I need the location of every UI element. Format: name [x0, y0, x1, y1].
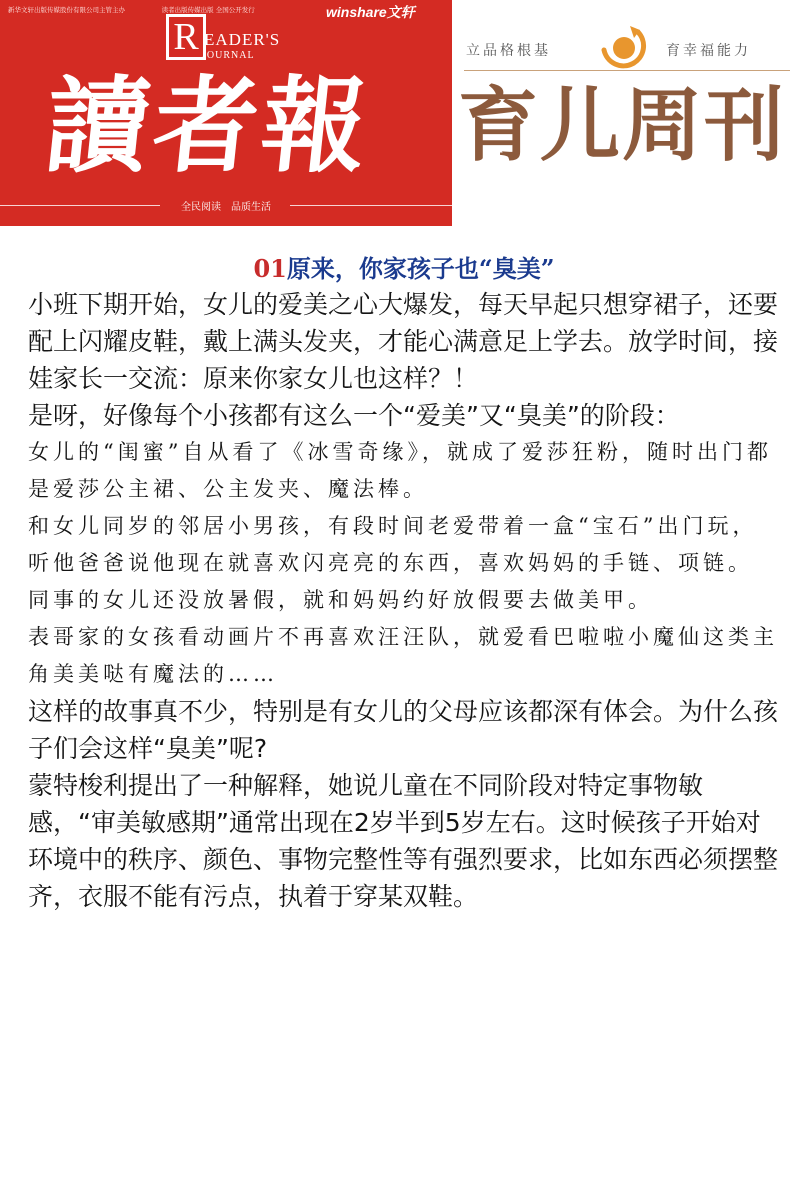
closing-paragraph: 这样的故事真不少，特别是有女儿的父母应该都深有体会。为什么孩子们会这样“臭美”呢? [28, 697, 779, 763]
slogan: 全民阅读 品质生活 [181, 202, 271, 213]
slogan-divider-right [290, 205, 452, 206]
readers-journal-banner [0, 0, 452, 226]
article [28, 252, 780, 915]
motto-left: 立品格根基 [466, 43, 551, 59]
example-paragraph: 女儿的“闺蜜”自从看了《冰雪奇缘》，就成了爱莎狂粉，随时出门都是爱莎公主裙、公主发夹、魔法棒。 [28, 440, 772, 501]
logo-english-word: EADER'S [204, 30, 281, 49]
slogan-divider-left [0, 205, 160, 206]
example-paragraph: 和女儿同岁的邻居小男孩，有段时间老爱带着一盒“宝石”出门玩，听他爸爸说他现在就喜欢闪亮亮的东西，喜欢妈妈的手链、项链。 [28, 514, 758, 575]
headline-text: 原来，你家孩子也“臭美” [286, 254, 555, 283]
intro-paragraph: 是呀，好像每个小孩都有这么一个“爱美”又“臭美”的阶段： [28, 401, 680, 430]
publisher-line: 新华文轩出版传媒股份有限公司主管主办 读者出版传媒出版 全国公开发行 [8, 6, 255, 14]
readers-journal-logo: 讀者報 [39, 64, 377, 187]
headline-number: 01 [253, 254, 287, 283]
logo-initial: R [166, 14, 206, 60]
logo-english-sub: JOURNAL [202, 50, 255, 61]
motto-divider [464, 70, 790, 71]
parenting-weekly-banner [452, 0, 800, 226]
motto-right: 育幸福能力 [666, 43, 751, 59]
winshare-logo: winshare文轩 [326, 4, 415, 20]
closing-paragraph: 蒙特梭利提出了一种解释，她说儿童在不同阶段对特定事物敏感，“审美敏感期”通常出现在2岁半到5岁左右。这时候孩子开始对环境中的秩序、颜色、事物完整性等有强烈要求，比如东西必须摆整齐，衣服不能有污点，执着于穿某双鞋。 [28, 771, 779, 911]
example-paragraph: 同事的女儿还没放暑假，就和妈妈约好放假要去做美甲。 [28, 588, 653, 612]
parenting-weekly-title: 育儿周刊 [458, 79, 786, 172]
example-paragraph: 表哥家的女孩看动画片不再喜欢汪汪队，就爱看巴啦啦小魔仙这类主角美美哒有魔法的…… [28, 625, 778, 686]
sunrise-emblem-icon [596, 20, 652, 72]
intro-paragraph: 小班下期开始，女儿的爱美之心大爆发，每天早起只想穿裙子，还要配上闪耀皮鞋，戴上满头发夹，才能心满意足上学去。放学时间，接娃家长一交流：原来你家女儿也这样？！ [28, 290, 779, 393]
article-headline [28, 252, 780, 286]
